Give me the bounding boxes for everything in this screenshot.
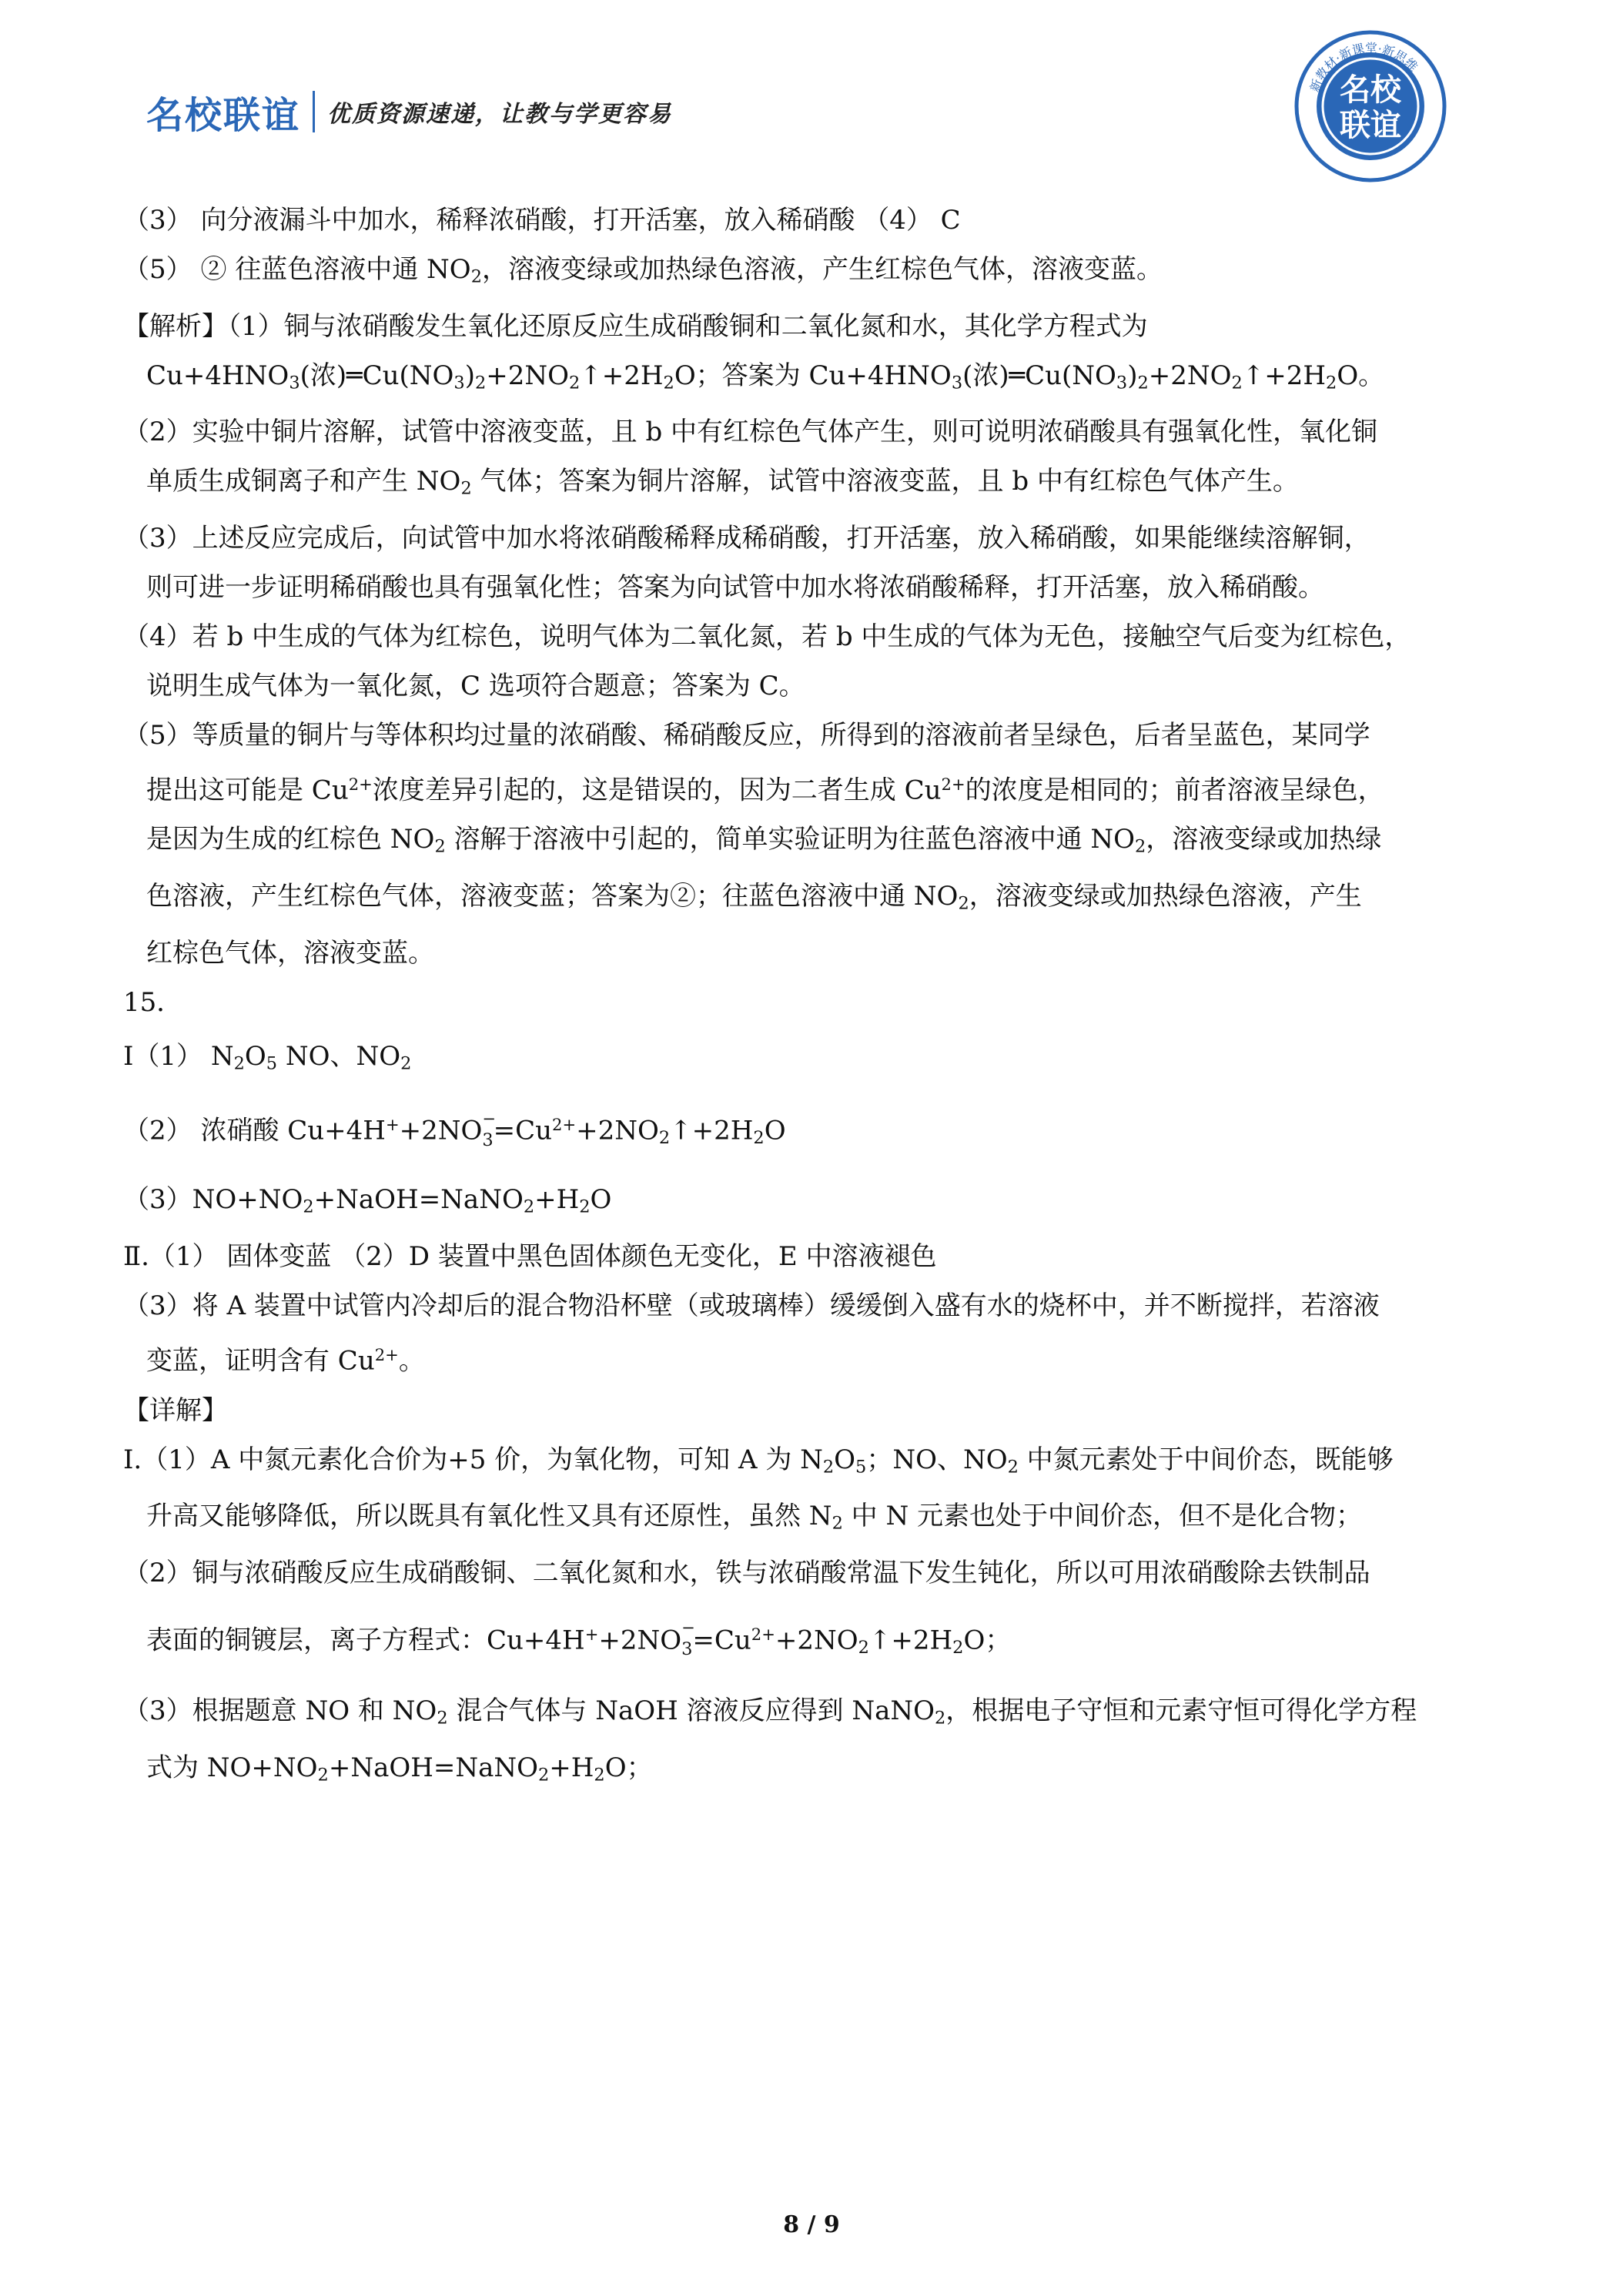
brand-logo: 名校联谊 bbox=[146, 93, 301, 137]
text-line: （3） 向分液漏斗中加水，稀释浓硝酸，打开活塞，放入稀硝酸 （4） C bbox=[123, 205, 961, 236]
text-line: Ⅰ（1） $N_2O_5$ NO、$NO_2$ bbox=[123, 1040, 412, 1074]
school-seal-logo bbox=[1293, 29, 1447, 183]
text-line: 变蓝，证明含有 $Cu^{2+}$。 bbox=[146, 1345, 425, 1377]
text-line: 表面的铜镀层，离子方程式：Cu+4H++2NO − $_3=Cu^{2+}+2NO_2↑+2H_2O$； bbox=[146, 1618, 1012, 1660]
text-line: （5）等质量的铜片与等体积均过量的浓硝酸、稀硝酸反应，所得到的溶液前者呈绿色，后者呈蓝色，某同学 bbox=[123, 719, 1370, 751]
text-line: Ⅰ.（1）A 中氮元素化合价为+5 价，为氧化物，可知 A 为 $N_2O_5$；NO、$NO_2$ 中氮元素处于中间价态，既能够 bbox=[123, 1444, 1394, 1478]
text-line: 提出这可能是 $Cu^{2+}$浓度差异引起的，这是错误的，因为二者生成 $Cu^{2+}$的浓度是相同的；前者溶液呈绿色， bbox=[146, 774, 1384, 806]
svg-text:新教材·新课堂·新思维: 新教材·新课堂·新思维 bbox=[1307, 40, 1421, 94]
text-line: （3）上述反应完成后，向试管中加水将浓硝酸稀释成稀硝酸，打开活塞，放入稀硝酸，如果能继续溶解铜， bbox=[123, 522, 1370, 554]
header-slogan: 优质资源速递，让教与学更容易 bbox=[327, 101, 673, 128]
text-line: $Cu+4HNO_3$(浓)$═Cu(NO_3)_2+2NO_2↑+2H_2O$；答案为 $Cu+4HNO_3$(浓)$═Cu(NO_3)_2+2NO_2↑+2H_2O$。 bbox=[146, 360, 1385, 393]
text-line: 红棕色气体，溶液变蓝。 bbox=[146, 937, 434, 969]
header bbox=[146, 77, 672, 146]
text-line: 则可进一步证明稀硝酸也具有强氧化性；答案为向试管中加水将浓硝酸稀释，打开活塞，放入稀硝酸。 bbox=[146, 571, 1324, 603]
text-line: （4）若 b 中生成的气体为红棕色，说明气体为二氧化氮，若 b 中生成的气体为无色，接触空气后变为红棕色， bbox=[123, 621, 1411, 652]
text-line: 单质生成铜离子和产生 $NO_2$ 气体；答案为铜片溶解，试管中溶液变蓝，且 b 中有红棕色气体产生。 bbox=[146, 466, 1299, 499]
text-line: （5） ② 往蓝色溶液中通 $NO_2$，溶液变绿或加热绿色溶液，产生红棕色气体，溶液变蓝。 bbox=[123, 254, 1163, 287]
question-number: 15． bbox=[123, 986, 183, 1018]
text-line: （3）将 A 装置中试管内冷却后的混合物沿杯壁（或玻璃棒）缓缓倒入盛有水的烧杯中，并不断搅拌，若溶液 bbox=[123, 1290, 1380, 1322]
text-line: 升高又能够降低，所以既具有氧化性又具有还原性，虽然 $N_2$ 中 N 元素也处于中间价态，但不是化合物； bbox=[146, 1501, 1363, 1534]
svg-text:联谊: 联谊 bbox=[1340, 108, 1401, 143]
text-line: 是因为生成的红棕色 $NO_2$ 溶解于溶液中引起的，简单实验证明为往蓝色溶液中通 $NO_2$，溶液变绿或加热绿 bbox=[146, 824, 1382, 858]
svg-text:名校: 名校 bbox=[1340, 72, 1401, 108]
text-line: $(3)NO+NO_2+NaOH=NaNO_2+H_2O$ bbox=[123, 1184, 612, 1218]
text-line: Ⅱ.（1） 固体变蓝 （2）D 装置中黑色固体颜色无变化，E 中溶液褪色 bbox=[123, 1241, 937, 1273]
text-line: （3）根据题意 NO 和 $NO_2$ 混合气体与 NaOH 溶液反应得到 NaNO$_2$，根据电子守恒和元素守恒可得化学方程 bbox=[123, 1695, 1417, 1729]
text-line: （2）铜与浓硝酸反应生成硝酸铜、二氧化氮和水，铁与浓硝酸常温下发生钝化，所以可用浓硝酸除去铁制品 bbox=[123, 1557, 1370, 1588]
text-line: （2） 浓硝酸 Cu+4H++2NO − $_3=Cu^{2+}+2NO_2↑+2H_2O$ bbox=[123, 1108, 786, 1150]
text-line: 色溶液，产生红棕色气体，溶液变蓝；答案为②；往蓝色溶液中通 $NO_2$，溶液变绿或加热绿色溶液，产生 bbox=[146, 881, 1362, 914]
text-line: （2）实验中铜片溶解，试管中溶液变蓝，且 b 中有红棕色气体产生，则可说明浓硝酸具有强氧化性，氧化铜 bbox=[123, 417, 1378, 448]
section-heading: 【详解】 bbox=[123, 1394, 228, 1426]
text-line: 说明生成气体为一氧化氮，C 选项符合题意；答案为 C。 bbox=[146, 670, 805, 701]
brand-separator bbox=[313, 91, 315, 132]
answer-content bbox=[123, 204, 1494, 1786]
page-number: 8 / 9 bbox=[783, 2211, 840, 2238]
text-line: 式为 $NO+NO_2+NaOH=NaNO_2+H_2O$； bbox=[146, 1752, 653, 1786]
text-line: 【解析】（1）铜与浓硝酸发生氧化还原反应生成硝酸铜和二氧化氮和水，其化学方程式为 bbox=[123, 310, 1148, 342]
